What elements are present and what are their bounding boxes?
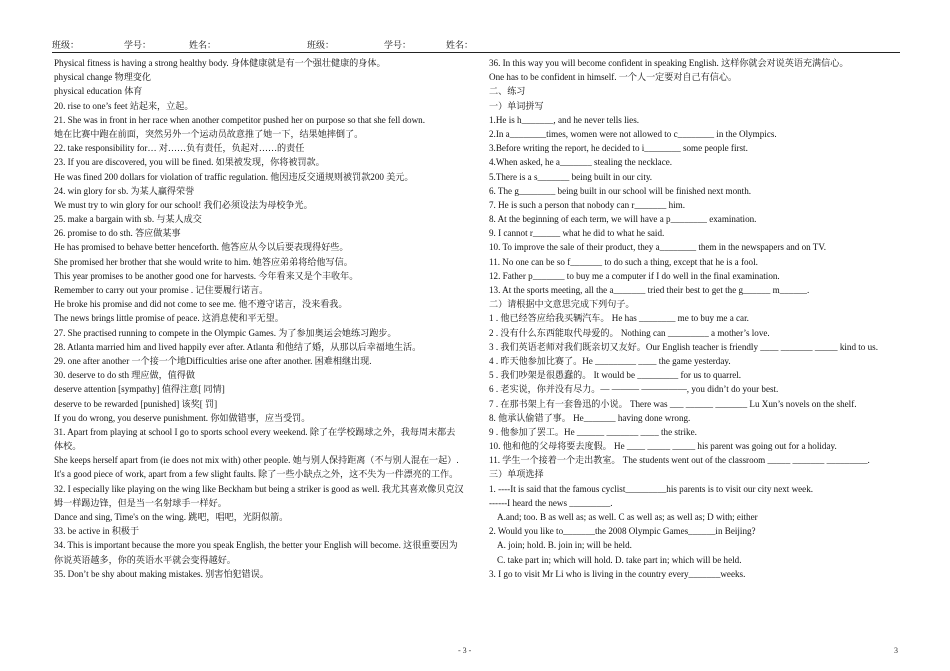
class-label-2: 班级： xyxy=(307,40,335,50)
text-line: 26. promise to do sth. 答应做某事 xyxy=(54,228,181,239)
text-line: Dance and sing, Time's on the wing. 跳吧，唱吧，光阴似箭。 xyxy=(54,512,289,523)
answer-options: A. join; hold. B. join in; will be held. xyxy=(497,540,632,551)
text-line: physical change 物理变化 xyxy=(54,72,151,83)
text-line: This year promises to be another good one for harvests. 今年看来又是个丰收年。 xyxy=(54,270,359,281)
exercise-item: 1 . 他已经答应给我买辆汽车。 He has ________ me to buy me a car. xyxy=(489,313,749,324)
exercise-item: 5.There is a s_______ being built in our city. xyxy=(489,171,653,182)
exercise-item: 6 . 老实说，你并没有尽力。— ——— —————, you didn’t do your best. xyxy=(489,384,779,395)
name-label-2: 姓名： xyxy=(446,40,474,50)
exercise-item: 1. ----It is said that the famous cyclist_________his parents is to visit our city next week. xyxy=(489,483,814,494)
text-line: 33. be active in 积极于 xyxy=(54,526,140,537)
exercise-item: 2. Would you like to_______the 2008 Olympic Games______in Beijing? xyxy=(489,526,756,537)
exercise-item: 3 . 我们英语老师对我们既亲切又友好。Our English teacher is friendly ____ _______ _____ kind to us. xyxy=(489,341,878,352)
text-line: We must try to win glory for our school! 我们必须设法为母校争光。 xyxy=(54,199,313,210)
text-line: 31. Apart from playing at school I go to sports school every weekend. 除了在学校踢球之外，我每周末都去体校。 xyxy=(54,426,456,452)
text-line: Physical fitness is having a strong healthy body. 身体健康就是有一个强壮健康的身体。 xyxy=(54,58,386,68)
section-heading: 二、练习 xyxy=(489,86,526,97)
subsection-heading: 二）请根据中文意思完成下列句子。 xyxy=(489,299,635,310)
exercise-item: 3. I go to visit Mr Li who is living in the country every_______weeks. xyxy=(489,568,746,579)
text-line: The news brings little promise of peace. 这消息使和平无望。 xyxy=(54,313,284,324)
text-line: She promised her brother that she would write to him. 她答应弟弟将给他写信。 xyxy=(54,256,353,267)
text-line: If you do wrong, you deserve punishment. 你如做错事，应当受罚。 xyxy=(54,412,311,423)
left-column xyxy=(54,56,464,581)
text-line: He broke his promise and did not come to see me. 他不遵守诺言，没来看我。 xyxy=(54,299,348,310)
text-line: 29. one after another 一个接一个地Difficulties arise one after another. 困难相继出现. xyxy=(54,355,372,366)
exercise-item: 8. 他承认偷错了事。 He_______ having done wrong. xyxy=(489,412,691,423)
exercise-item: 7 . 在那书架上有一套鲁迅的小说。 There was ___ ______ _______ Lu Xun’s novels on the shelf. xyxy=(489,398,857,409)
exercise-item: 4 . 昨天他参加比赛了。He _________ ____ the game yesterday. xyxy=(489,355,731,366)
exercise-item: 2.In a________times, women were not allowed to c________ in the Olympics. xyxy=(489,128,777,139)
answer-options: A.and; too. B as well as; as well. C as well as; as well as; D with; either xyxy=(497,512,758,523)
text-line: 22. take responsibility for… 对……负有责任，负起对……的责任 xyxy=(54,143,305,154)
text-line: 24. win glory for sb. 为某人赢得荣誉 xyxy=(54,185,195,196)
page-header xyxy=(52,38,900,53)
text-line: 32. I especially like playing on the wing like Beckham but being a striker is good as well. 我尤其喜欢像贝克汉姆一样踢边锋，但是当一名射球手一样好。 xyxy=(54,483,464,508)
text-line: 35. Don’t be shy about making mistakes. 别害怕犯错误。 xyxy=(54,568,269,579)
name-label: 姓名： xyxy=(189,40,217,50)
exercise-item: 11. 学生一个接着一个走出教室。 The students went out of the classroom _____ _______ _________. xyxy=(489,455,870,466)
exercise-item: ------I heard the news _________. xyxy=(489,497,613,508)
text-line: It's a good piece of work, apart from a few slight faults. 除了一些小缺点之外，这不失为一件漂亮的工作。 xyxy=(54,469,459,480)
exercise-item: 9. I cannot r______ what he did to what he said. xyxy=(489,228,665,239)
text-line: deserve to be rewarded [punished] 该奖[ 罚] xyxy=(54,398,218,409)
text-line: 36. In this way you will become confident in speaking English. 这样你就会对说英语充满信心。 xyxy=(489,58,849,68)
exercise-item: 7. He is such a person that nobody can r_______ him. xyxy=(489,199,685,210)
text-line: 25. make a bargain with sb. 与某人成交 xyxy=(54,214,202,225)
text-line: 20. rise to one’s feet 站起来，立起。 xyxy=(54,100,194,111)
subsection-heading: 三）单项选择 xyxy=(489,469,544,480)
exercise-item: 10. 他和他的父母将要去度假。 He ____ _____ _____ his parent was going out for a holiday. xyxy=(489,441,837,452)
exercise-item: 10. To improve the sale of their product, they a________ them in the newspapers and on TV. xyxy=(489,242,827,253)
text-line: 28. Atlanta married him and lived happily ever after. Atlanta 和他结了婚，从那以后幸福地生活。 xyxy=(54,341,422,352)
text-line: deserve attention [sympathy] 值得注意[ 同情] xyxy=(54,384,225,395)
text-line: 21. She was in front in her race when another competitor pushed her on purpose so that she fell down. xyxy=(54,114,425,125)
right-column xyxy=(489,56,909,581)
text-line: 23. If you are discovered, you will be fined. 如果被发现，你将被罚款。 xyxy=(54,157,325,168)
exercise-item: 5 . 我们吵架是很愚蠢的。 It would be _________ for us to quarrel. xyxy=(489,370,742,381)
text-line: 27. She practised running to compete in the Olympic Games. 为了参加奥运会她练习跑步。 xyxy=(54,327,397,338)
text-line: Remember to carry out your promise . 记住要履行诺言。 xyxy=(54,285,269,295)
class-label: 班级： xyxy=(52,40,80,50)
text-line: 34. This is important because the more you speak English, the better your English will become. 这很重要因为你说英语越多，你的英语水平就会变得越好。 xyxy=(54,540,458,565)
exercise-item: 2 . 没有什么东西能取代母爱的。 Nothing can _________ a mother’s love. xyxy=(489,327,770,338)
text-line: One has to be confident in himself. 一个人一定要对自己有信心。 xyxy=(489,72,738,83)
exercise-item: 12. Father p_______ to buy me a computer if I do well in the final examination. xyxy=(489,270,780,281)
exercise-item: 1.He is h_______, and he never tells lies. xyxy=(489,114,640,125)
page-number-center: - 3 - xyxy=(458,646,472,655)
exercise-item: 4.When asked, he a_______ stealing the necklace. xyxy=(489,157,673,168)
subsection-heading: 一）单词拼写 xyxy=(489,100,544,111)
exercise-item: 8. At the beginning of each term, we will have a p________ examination. xyxy=(489,214,757,225)
exercise-item: 6. The g________ being built in our school will be finished next month. xyxy=(489,185,752,196)
exercise-item: 3.Before writing the report, he decided to i________ some people first. xyxy=(489,143,748,154)
text-line: He has promised to behave better henceforth. 他答应从今以后要表现得好些。 xyxy=(54,242,349,253)
text-line: physical education 体育 xyxy=(54,86,143,97)
page-number-right: 3 xyxy=(894,646,898,655)
text-line: 她在比赛中跑在前面，突然另外一个运动员故意推了她一下，结果她摔倒了。 xyxy=(54,128,364,139)
text-line: He was fined 200 dollars for violation of traffic regulation. 他因违反交通规则被罚款200 美元。 xyxy=(54,171,414,182)
id-label: 学号： xyxy=(124,40,152,50)
exercise-item: 13. At the sports meeting, all the a_______ tried their best to get the g______ m______. xyxy=(489,285,810,295)
text-line: 30. deserve to do sth 理应做，值得做 xyxy=(54,370,195,381)
text-line: She keeps herself apart from (ie does not mix with) other people. 她与别人保持距离（不与别人混在一起）. xyxy=(54,455,459,466)
id-label-2: 学号： xyxy=(384,40,412,50)
answer-options: C. take part in; which will hold. D. take part in; which will be held. xyxy=(497,554,742,565)
exercise-item: 11. No one can be so f_______ to do such a thing, except that he is a fool. xyxy=(489,256,758,267)
exercise-item: 9 . 他参加了罢工。He ______ _______ ____ the strike. xyxy=(489,426,697,437)
